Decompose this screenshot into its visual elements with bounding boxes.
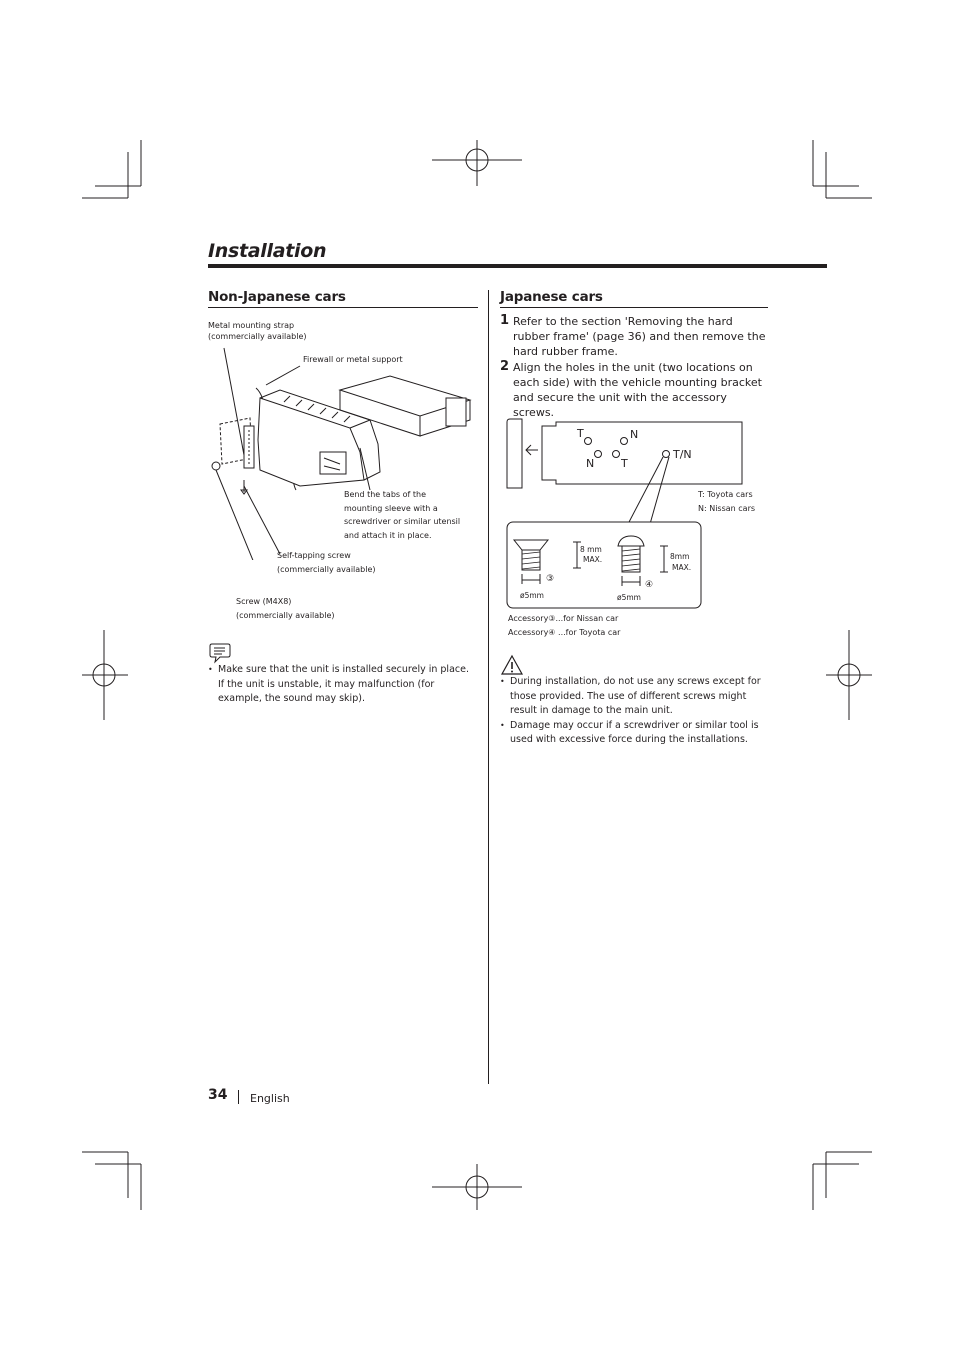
japanese-heading-rule <box>500 307 768 308</box>
legend-toyota: T: Toyota cars <box>698 490 753 499</box>
non-japanese-heading-rule <box>208 307 478 308</box>
label-tapping-line1: Self-tapping screw <box>277 551 351 560</box>
label-strap-line1: Metal mounting strap <box>208 321 295 330</box>
step-2-text: Align the holes in the unit (two locations on each side) with the vehicle mounting bracket and secure the unit with the accessory screws. <box>513 361 762 419</box>
label-bend-line4: and attach it in place. <box>344 530 432 540</box>
step-1-number: 1 <box>500 313 510 328</box>
label-bend-tabs <box>344 488 460 542</box>
note-list <box>208 663 476 707</box>
label-strap-line2: (commercially available) <box>208 332 307 341</box>
label-firewall: Firewall or metal support <box>303 355 403 364</box>
page-title: Installation <box>208 240 327 262</box>
footer-language: English <box>250 1092 290 1105</box>
step-2-number: 2 <box>500 359 510 374</box>
japanese-heading: Japanese cars <box>500 289 603 305</box>
caution-list <box>500 675 768 748</box>
screw4-number: ④ <box>645 580 654 590</box>
step-2 <box>500 359 771 420</box>
note-item: • Make sure that the unit is installed securely in place. If the unit is unstable, it may malfunction (for example, the sound may skip). <box>208 663 476 707</box>
label-self-tapping <box>277 549 376 576</box>
label-bend-line3: screwdriver or similar utensil <box>344 517 461 526</box>
screw4-diameter: ø5mm <box>617 593 641 602</box>
screw3-number: ③ <box>546 574 555 584</box>
hole-label-t-top: T <box>577 427 584 440</box>
screw4-length-2: MAX. <box>672 563 692 572</box>
car-legend <box>698 488 755 516</box>
screw3-length-2: MAX. <box>583 555 603 564</box>
step-1 <box>500 313 771 359</box>
title-rule <box>208 264 827 268</box>
note-icon <box>208 642 232 664</box>
label-tapping-line2: (commercially available) <box>277 564 376 574</box>
accessory-notes <box>508 612 620 640</box>
hole-label-tn: T/N <box>673 448 692 461</box>
screw3-length-1: 8 mm <box>580 545 602 554</box>
label-screw-line1: Screw (M4X8) <box>236 597 292 606</box>
hole-label-n-bottom: N <box>586 457 595 470</box>
accessory-3-note: Accessory③...for Nissan car <box>508 614 619 623</box>
caution-icon <box>500 654 524 676</box>
label-bend-line1: Bend the tabs of the <box>344 490 426 499</box>
hole-label-t-bottom: T <box>621 457 628 470</box>
label-screw-m4x8 <box>236 595 335 622</box>
legend-nissan: N: Nissan cars <box>698 504 756 513</box>
column-divider <box>488 290 489 1084</box>
label-strap <box>208 320 307 342</box>
hole-label-n-top: N <box>630 428 639 441</box>
step-1-text: Refer to the section 'Removing the hard rubber frame' (page 36) and then remove the hard rubber frame. <box>513 315 766 358</box>
accessory-4-note: Accessory④ ...for Toyota car <box>508 628 621 637</box>
label-screw-line2: (commercially available) <box>236 610 335 620</box>
screw3-diameter: ø5mm <box>520 591 544 600</box>
page-number: 34 <box>208 1087 228 1103</box>
caution-item: • During installation, do not use any screws except for those provided. The use of different screws might result in damage to the main unit. <box>500 675 768 719</box>
non-japanese-heading: Non-Japanese cars <box>208 289 346 305</box>
caution-item: • Damage may occur if a screwdriver or similar tool is used with excessive force during the installations. <box>500 719 768 748</box>
label-bend-line2: mounting sleeve with a <box>344 503 438 513</box>
screw4-length-1: 8mm <box>670 552 690 561</box>
footer-separator <box>238 1090 239 1104</box>
